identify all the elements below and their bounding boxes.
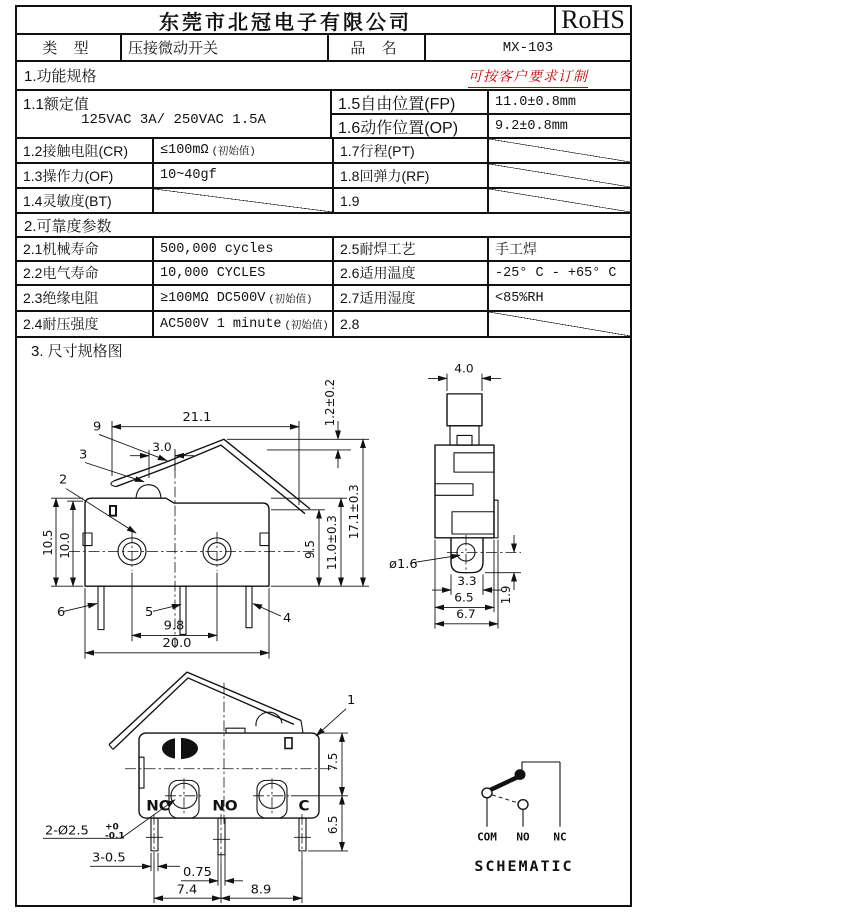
param-label-2: 2.5耐焊工艺 [332, 238, 487, 260]
table-row [17, 262, 630, 286]
schematic-title: SCHEMATIC [474, 858, 574, 876]
param-label-2: 2.7适用湿度 [332, 286, 487, 310]
param-value [152, 312, 332, 336]
value-note: (初始值) [268, 293, 313, 306]
callout-1: 1 [347, 693, 356, 708]
param-label: 1.2接触电阻(CR) [23, 142, 129, 159]
tolerance-plus: +0 [105, 822, 119, 833]
rating-row [17, 91, 630, 139]
callout-6: 6 [57, 605, 66, 621]
dim-terminal-width: 3-0.5 [92, 850, 126, 866]
dim-pitch-2: 8.9 [250, 882, 272, 898]
value-text: ≥100MΩ DC500V [160, 290, 266, 306]
type-value: 压接微动开关 [120, 35, 327, 60]
value-text: 10~40gf [160, 168, 217, 183]
dim-hole-pitch: 9.8 [163, 618, 185, 634]
callout-5: 5 [145, 605, 154, 621]
fp-label: 1.5自由位置(FP) [338, 95, 456, 113]
section3-title-row [17, 338, 630, 362]
terminal-label-c: C [298, 797, 310, 815]
param-label: 1.3操作力(OF) [23, 167, 114, 184]
dim-left-height-1: 10.5 [40, 529, 56, 556]
param-value-2: 手工焊 [487, 238, 630, 260]
section1-title-row [17, 62, 630, 91]
free-position-row [332, 91, 630, 115]
param-value-2-empty [487, 164, 630, 187]
value-text: 10,000 CYCLES [160, 265, 266, 281]
terminal-label-no: NO [212, 797, 238, 815]
position-cells [330, 91, 630, 137]
param-value-2-empty [487, 312, 630, 336]
callout-4: 4 [283, 611, 292, 626]
dim-body-width: 20.0 [162, 636, 192, 651]
dim-plunger-width: 4.0 [454, 362, 474, 376]
product-code: MX-103 [424, 35, 630, 60]
schematic-label-nc: NC [553, 830, 567, 844]
dimension-drawing-area [17, 362, 630, 905]
value-text: 500,000 cycles [160, 241, 274, 257]
param-label: 2.3绝缘电阻 [23, 290, 99, 306]
dimension-drawing [17, 362, 630, 905]
section2-title-row [17, 214, 630, 238]
value-text: ≤100mΩ [160, 143, 209, 158]
dim-left-height-2: 10.0 [57, 532, 73, 559]
param-value [152, 139, 332, 162]
table-row [17, 189, 630, 214]
param-value [152, 286, 332, 310]
param-label-2: 2.8 [332, 312, 487, 336]
op-value: 9.2±0.8mm [487, 115, 630, 138]
dim-mounting-holes: 2-Ø2.5 [45, 823, 89, 839]
dim-pitch-1: 7.4 [176, 882, 198, 898]
param-label-2: 1.9 [332, 189, 487, 212]
param-value-2-empty [487, 139, 630, 162]
name-label: 品 名 [327, 35, 424, 60]
bottom-side-view [43, 672, 355, 903]
custom-order-note: 可按客户要求订制 [468, 66, 588, 88]
side-view-with-lever [41, 379, 369, 659]
dim-upper-height: 7.5 [325, 752, 341, 772]
dim-lower-height: 6.5 [325, 815, 341, 835]
callout-3: 3 [79, 447, 88, 463]
value-text: AC500V 1 minute [160, 316, 282, 332]
dim-hole-diameter: ø1.6 [389, 556, 418, 572]
schematic-label-com: COM [477, 830, 497, 844]
schematic-label-no: NO [516, 830, 530, 844]
param-label: 2.1机械寿命 [23, 241, 99, 257]
dim-tab-width: 3.3 [457, 574, 477, 589]
param-value-2: <85%RH [487, 286, 630, 310]
param-value-2-empty [487, 189, 630, 212]
param-label: 1.4灵敏度(BT) [23, 192, 112, 209]
dim-lever-span: 21.1 [182, 410, 212, 425]
value-note: (初始值) [211, 146, 256, 158]
section1-title: 1.功能规格 [24, 68, 97, 85]
rating-cell [17, 91, 330, 137]
table-row [17, 139, 630, 164]
dim-body-height: 11.0±0.3 [324, 515, 340, 571]
param-label-2: 2.6适用温度 [332, 262, 487, 284]
meta-row [17, 35, 630, 62]
datasheet-frame [15, 5, 632, 907]
terminal-label-nc: NC [146, 797, 170, 815]
dim-total-height: 17.1±0.3 [346, 484, 362, 540]
dim-height-95: 9.5 [302, 540, 318, 559]
table-row [17, 238, 630, 262]
dim-body-width-inner: 6.5 [454, 590, 474, 605]
param-value [152, 164, 332, 187]
company-name: 东莞市北冠电子有限公司 [159, 11, 412, 33]
section3-title: 3. 尺寸规格图 [31, 342, 123, 360]
table-row [17, 312, 630, 338]
rohs-mark: RoHS [554, 7, 630, 33]
tolerance-minus: -0.1 [105, 831, 125, 842]
op-label: 1.6动作位置(OP) [338, 120, 459, 137]
dim-button-offset: 3.0 [152, 440, 172, 454]
dim-tab-height: 1.9 [498, 585, 514, 605]
callout-9: 9 [93, 419, 102, 435]
param-label-2: 1.7行程(PT) [332, 139, 487, 162]
type-label: 类 型 [42, 40, 95, 57]
dim-lever-thickness: 1.2±0.2 [322, 378, 338, 427]
rating-label: 1.1额定值 [23, 96, 89, 113]
param-label: 2.4耐压强度 [23, 316, 99, 332]
section2-title: 2.可靠度参数 [24, 217, 112, 235]
table-row [17, 164, 630, 189]
rating-value: 125VAC 3A/ 250VAC 1.5A [81, 112, 266, 128]
circuit-schematic [474, 762, 573, 875]
value-note: (初始值) [284, 319, 329, 332]
param-label: 2.2电气寿命 [23, 265, 99, 281]
dim-terminal-thickness: 0.75 [183, 865, 212, 880]
callout-2: 2 [59, 472, 68, 488]
param-value [152, 238, 332, 260]
param-value-2: -25° C - +65° C [487, 262, 630, 284]
table-row [17, 286, 630, 312]
param-value-empty [152, 189, 332, 212]
title-row [17, 7, 630, 35]
end-view [389, 362, 521, 629]
param-value [152, 262, 332, 284]
param-label-2: 1.8回弹力(RF) [332, 164, 487, 187]
operating-position-row [332, 115, 630, 138]
dim-body-width-outer: 6.7 [456, 607, 476, 621]
fp-value: 11.0±0.8mm [487, 91, 630, 113]
